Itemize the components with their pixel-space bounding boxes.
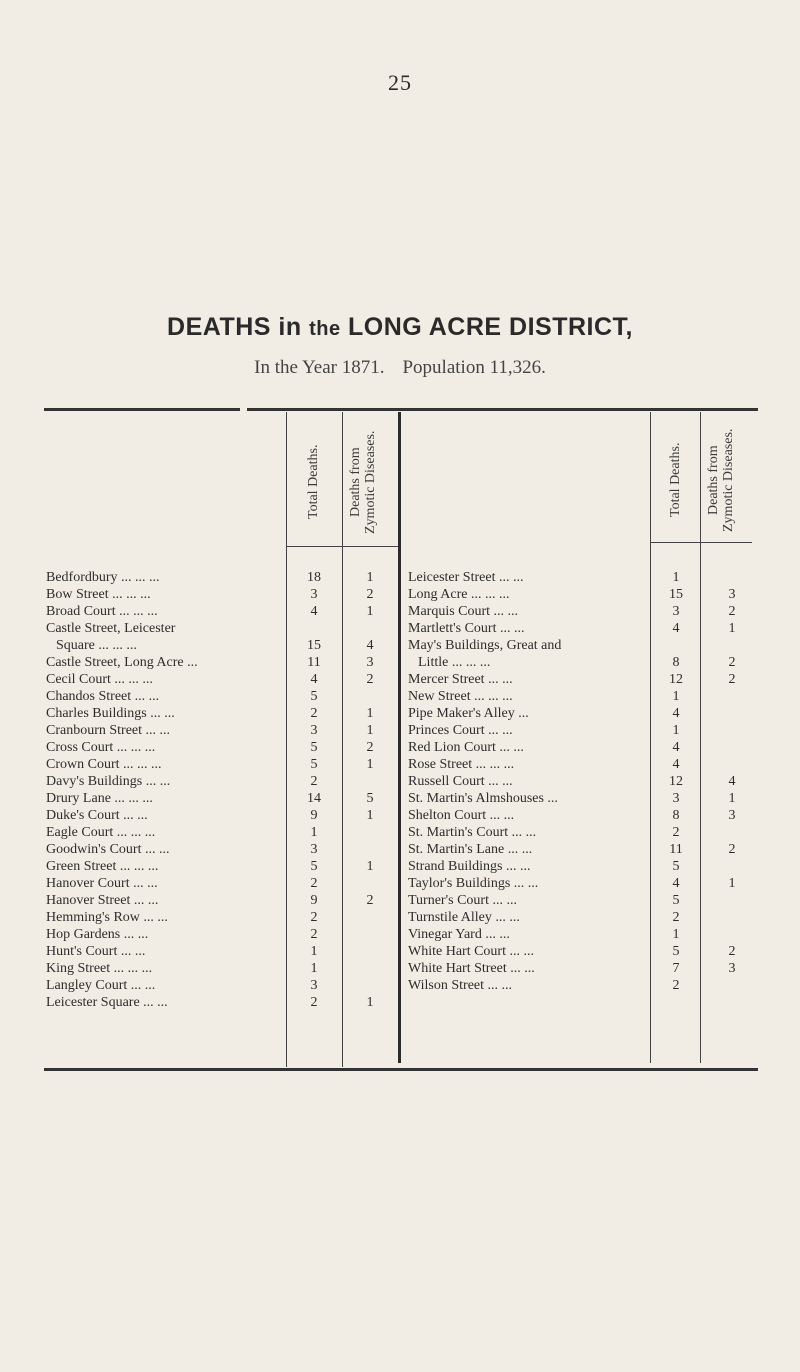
zymotic-deaths-value: 1 — [728, 876, 736, 891]
table-row — [408, 671, 758, 688]
right-zymotic-header: Deaths from Zymotic Diseases. — [706, 428, 736, 532]
total-deaths-value: 2 — [310, 774, 318, 789]
table-row — [46, 739, 396, 756]
zymotic-deaths-value: 3 — [366, 655, 374, 670]
table-row — [46, 773, 396, 790]
table-row — [408, 892, 758, 909]
zymotic-deaths-value: 2 — [366, 740, 374, 755]
title-main: LONG ACRE DISTRICT, — [348, 313, 633, 341]
total-deaths-value: 4 — [672, 621, 680, 636]
table-row — [408, 688, 758, 705]
left-zymotic-header: Deaths from Zymotic Diseases. — [348, 430, 378, 534]
total-deaths-value: 3 — [672, 604, 680, 619]
center-divider — [398, 412, 401, 1063]
total-deaths-value: 4 — [310, 604, 318, 619]
total-deaths-value: 1 — [310, 825, 318, 840]
total-deaths-value: 3 — [310, 842, 318, 857]
table-row — [46, 858, 396, 875]
place-name: Crown Court ... ... ... — [46, 757, 162, 772]
total-deaths-value: 1 — [672, 689, 680, 704]
table-row — [46, 756, 396, 773]
zymotic-deaths-value: 5 — [366, 791, 374, 806]
place-name-continued: Square ... ... ... — [56, 638, 137, 653]
page-number: 25 — [388, 70, 412, 95]
table-row — [408, 807, 758, 824]
total-deaths-value: 14 — [307, 791, 321, 806]
table-row — [46, 824, 396, 841]
place-name: Martlett's Court ... ... — [408, 621, 525, 636]
total-deaths-value: 2 — [310, 995, 318, 1010]
left-place-list — [46, 569, 396, 1011]
title-prefix: DEATHS in — [167, 313, 302, 341]
zymotic-deaths-value: 2 — [366, 587, 374, 602]
zymotic-deaths-value: 3 — [728, 587, 736, 602]
left-header-rule — [286, 546, 398, 547]
place-name: Hemming's Row ... ... — [46, 910, 168, 925]
zymotic-deaths-value: 1 — [366, 808, 374, 823]
zymotic-deaths-value: 1 — [366, 604, 374, 619]
total-deaths-value: 2 — [310, 876, 318, 891]
total-deaths-value: 2 — [672, 978, 680, 993]
total-deaths-value: 5 — [310, 859, 318, 874]
table-row — [46, 569, 396, 586]
zymotic-deaths-value: 1 — [728, 791, 736, 806]
table-row — [408, 569, 758, 586]
table-row — [408, 603, 758, 620]
place-name: Wilson Street ... ... — [408, 978, 513, 993]
zymotic-deaths-value: 2 — [728, 672, 736, 687]
total-deaths-value: 2 — [310, 927, 318, 942]
place-name: Hanover Court ... ... — [46, 876, 158, 891]
place-name: Marquis Court ... ... — [408, 604, 519, 619]
table-row — [46, 688, 396, 705]
table-row — [46, 943, 396, 960]
zymotic-deaths-value: 1 — [366, 570, 374, 585]
total-deaths-value: 5 — [672, 859, 680, 874]
table-row — [46, 977, 396, 994]
left-total-deaths-header: Total Deaths. — [306, 444, 321, 520]
total-deaths-value: 5 — [672, 944, 680, 959]
table-row — [46, 909, 396, 926]
table-row — [46, 892, 396, 909]
table-row — [408, 756, 758, 773]
zymotic-deaths-value: 3 — [728, 808, 736, 823]
place-name: Green Street ... ... ... — [46, 859, 159, 874]
table-row — [46, 654, 396, 671]
right-header-rule — [650, 542, 752, 543]
place-name: Turner's Court ... ... — [408, 893, 517, 908]
zymotic-deaths-value: 2 — [728, 944, 736, 959]
place-name: Bow Street ... ... ... — [46, 587, 151, 602]
deaths-table — [44, 408, 758, 1080]
place-name: Hunt's Court ... ... — [46, 944, 146, 959]
place-name: Castle Street, Long Acre ... — [46, 655, 198, 670]
place-name: St. Martin's Lane ... ... — [408, 842, 533, 857]
place-name: White Hart Court ... ... — [408, 944, 534, 959]
total-deaths-value: 8 — [672, 808, 680, 823]
zymotic-deaths-value: 1 — [366, 859, 374, 874]
zymotic-deaths-value: 4 — [366, 638, 374, 653]
zymotic-deaths-value: 2 — [728, 655, 736, 670]
table-row — [408, 722, 758, 739]
place-name: Pipe Maker's Alley ... — [408, 706, 529, 721]
total-deaths-value: 7 — [672, 961, 680, 976]
subtitle-year: In the Year 1871. — [254, 357, 385, 378]
total-deaths-value: 3 — [672, 791, 680, 806]
place-name: Eagle Court ... ... ... — [46, 825, 156, 840]
place-name: Duke's Court ... ... — [46, 808, 148, 823]
table-row — [46, 790, 396, 807]
page-title — [0, 313, 800, 342]
total-deaths-value: 5 — [310, 740, 318, 755]
table-row — [408, 637, 758, 671]
total-deaths-value: 2 — [672, 825, 680, 840]
total-deaths-value: 18 — [307, 570, 321, 585]
total-deaths-value: 3 — [310, 723, 318, 738]
place-name: Goodwin's Court ... ... — [46, 842, 170, 857]
total-deaths-value: 15 — [669, 587, 683, 602]
total-deaths-value: 8 — [672, 655, 680, 670]
place-name: Taylor's Buildings ... ... — [408, 876, 539, 891]
place-name: Shelton Court ... ... — [408, 808, 515, 823]
zymotic-deaths-value: 2 — [728, 842, 736, 857]
table-row — [46, 960, 396, 977]
place-name: Langley Court ... ... — [46, 978, 156, 993]
place-name: Chandos Street ... ... — [46, 689, 160, 704]
place-name: Charles Buildings ... ... — [46, 706, 175, 721]
total-deaths-value: 12 — [669, 774, 683, 789]
place-name: Princes Court ... ... — [408, 723, 513, 738]
total-deaths-value: 15 — [307, 638, 321, 653]
zymotic-deaths-value: 1 — [728, 621, 736, 636]
table-row — [408, 790, 758, 807]
total-deaths-value: 9 — [310, 893, 318, 908]
total-deaths-value: 2 — [310, 910, 318, 925]
place-name: Vinegar Yard ... ... — [408, 927, 510, 942]
place-name-continued: Little ... ... ... — [418, 655, 491, 670]
table-row — [46, 671, 396, 688]
place-name: Bedfordbury ... ... ... — [46, 570, 160, 585]
place-name: White Hart Street ... ... — [408, 961, 535, 976]
place-name: Hanover Street ... ... — [46, 893, 159, 908]
table-row — [408, 909, 758, 926]
table-row — [408, 586, 758, 603]
total-deaths-value: 1 — [672, 570, 680, 585]
total-deaths-value: 4 — [672, 740, 680, 755]
zymotic-deaths-value: 2 — [366, 893, 374, 908]
place-name: St. Martin's Court ... ... — [408, 825, 537, 840]
table-row — [46, 807, 396, 824]
place-name: Leicester Street ... ... — [408, 570, 524, 585]
total-deaths-value: 11 — [307, 655, 321, 670]
total-deaths-value: 2 — [310, 706, 318, 721]
place-name: Hop Gardens ... ... — [46, 927, 149, 942]
title-article: the — [309, 318, 341, 340]
table-row — [46, 926, 396, 943]
table-row — [46, 875, 396, 892]
place-name: New Street ... ... ... — [408, 689, 513, 704]
table-row — [408, 705, 758, 722]
total-deaths-value: 4 — [672, 706, 680, 721]
place-name: Russell Court ... ... — [408, 774, 513, 789]
total-deaths-value: 11 — [669, 842, 683, 857]
table-row — [408, 620, 758, 637]
zymotic-deaths-value: 1 — [366, 757, 374, 772]
total-deaths-value: 3 — [310, 978, 318, 993]
table-row — [408, 875, 758, 892]
subtitle-population: Population 11,326. — [402, 357, 546, 378]
table-row — [46, 705, 396, 722]
total-deaths-value: 4 — [672, 757, 680, 772]
place-name: Castle Street, Leicester — [46, 621, 176, 636]
table-row — [408, 943, 758, 960]
total-deaths-value: 4 — [310, 672, 318, 687]
zymotic-deaths-value: 4 — [728, 774, 736, 789]
total-deaths-value: 5 — [310, 757, 318, 772]
place-name: Broad Court ... ... ... — [46, 604, 158, 619]
table-top-rule-left — [44, 408, 240, 411]
subtitle — [0, 357, 800, 379]
zymotic-deaths-value: 2 — [366, 672, 374, 687]
table-row — [46, 620, 396, 654]
total-deaths-value: 1 — [310, 961, 318, 976]
table-row — [408, 773, 758, 790]
table-bottom-rule — [44, 1068, 758, 1071]
place-name: Strand Buildings ... ... — [408, 859, 531, 874]
place-name: Long Acre ... ... ... — [408, 587, 510, 602]
right-total-deaths-header: Total Deaths. — [668, 442, 683, 518]
place-name: King Street ... ... ... — [46, 961, 153, 976]
zymotic-deaths-value: 1 — [366, 995, 374, 1010]
place-name: Rose Street ... ... ... — [408, 757, 515, 772]
place-name: Cecil Court ... ... ... — [46, 672, 153, 687]
table-row — [408, 977, 758, 994]
table-top-rule-right — [247, 408, 758, 411]
place-name: Cranbourn Street ... ... — [46, 723, 171, 738]
place-name: Cross Court ... ... ... — [46, 740, 156, 755]
place-name: Turnstile Alley ... ... — [408, 910, 520, 925]
table-row — [46, 722, 396, 739]
total-deaths-value: 5 — [672, 893, 680, 908]
table-row — [46, 586, 396, 603]
zymotic-deaths-value: 3 — [728, 961, 736, 976]
table-row — [408, 841, 758, 858]
table-row — [46, 603, 396, 620]
table-row — [46, 841, 396, 858]
place-name: Leicester Square ... ... — [46, 995, 168, 1010]
place-name: Mercer Street ... ... — [408, 672, 513, 687]
zymotic-deaths-value: 2 — [728, 604, 736, 619]
place-name: Davy's Buildings ... ... — [46, 774, 171, 789]
place-name: May's Buildings, Great and — [408, 638, 562, 653]
total-deaths-value: 5 — [310, 689, 318, 704]
total-deaths-value: 1 — [672, 927, 680, 942]
table-row — [408, 858, 758, 875]
table-row — [408, 739, 758, 756]
table-row — [408, 824, 758, 841]
table-row — [408, 960, 758, 977]
place-name: Drury Lane ... ... ... — [46, 791, 153, 806]
total-deaths-value: 1 — [672, 723, 680, 738]
total-deaths-value: 4 — [672, 876, 680, 891]
total-deaths-value: 2 — [672, 910, 680, 925]
total-deaths-value: 3 — [310, 587, 318, 602]
table-row — [408, 926, 758, 943]
total-deaths-value: 12 — [669, 672, 683, 687]
zymotic-deaths-value: 1 — [366, 706, 374, 721]
total-deaths-value: 1 — [310, 944, 318, 959]
right-place-list — [408, 569, 758, 994]
total-deaths-value: 9 — [310, 808, 318, 823]
place-name: St. Martin's Almshouses ... — [408, 791, 558, 806]
zymotic-deaths-value: 1 — [366, 723, 374, 738]
place-name: Red Lion Court ... ... — [408, 740, 524, 755]
table-row — [46, 994, 396, 1011]
